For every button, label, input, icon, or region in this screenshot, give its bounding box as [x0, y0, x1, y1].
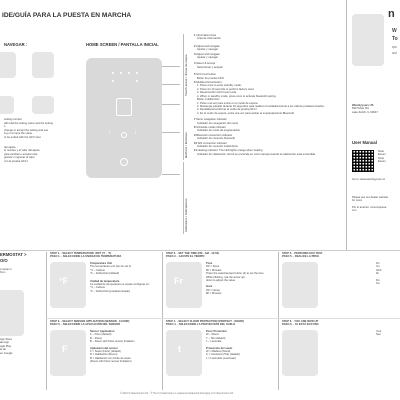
step4-text: Floor Protection W – Wood T – Tile (default) L – Laminate Protección del suelo W = Madera (Wood) C = Cerámica (Tile) (default) L = Laminado (Laminate) — [206, 330, 240, 360]
phone-app — [0, 290, 24, 336]
step6-device — [282, 330, 318, 376]
device-illustration — [352, 14, 384, 66]
arrow-up-icon[interactable]: ↑ — [108, 130, 111, 136]
step4-display: t — [178, 344, 181, 354]
indicators-label: Indicators / Indicadores — [184, 198, 188, 232]
right-title-to: To — [392, 36, 398, 42]
brand-partial: n — [388, 8, 395, 20]
gfci-button[interactable] — [120, 158, 128, 166]
footer-copyright: © 2024 OJ Electronics A/S · ® The OJ trademark is a registered trademark belonging to OJ Electronics A/S — [120, 392, 234, 395]
step-5: STEP 5. - PERFORM GFCI TEST PASO 5. - REALICE LA PRUE — [282, 252, 323, 259]
website-link[interactable]: Go to: www.warmlyyours.co — [352, 178, 386, 181]
scan-text: Scan Escan Scan Escan — [378, 150, 386, 164]
step2-text: Time FR = Sixes MI = Minutes Press the select/accept button (4) to set the time. While blinking, use the arrow up/ down to adjust the value Hora FR = Horas MI = Minutos — [206, 262, 265, 296]
select-button[interactable] — [121, 132, 127, 138]
store-text: App Store ale App ogle Play le de en Google — [0, 338, 13, 355]
buttons-label: Buttons / Botones — [184, 132, 188, 158]
step3-text: Sensor Application F – Floor (default) R – Room B – Room with Floor sensor limitation Aplicación del sensor F = Suelo (Floor) (default) R = Habitación (Room) B = Habitación con límite de suelo (Room with Floor sensor limitation) — [90, 330, 135, 364]
touch-areas-label: Touch areas / Áreas de toque — [184, 54, 188, 96]
step1-device — [50, 262, 86, 308]
step-1: STEP 1. - SELECT TEMPERATURE UNIT (°F - °F) PASO 1. - SELECCIONE LA UNIDAD DE TEMPERATURA — [50, 252, 122, 259]
step5-text: Fin Ins GFC flo Fin Ins — [376, 262, 382, 286]
bottom-left-text: p setup w from — [0, 268, 12, 275]
right-title-w: W — [392, 28, 397, 34]
phone-thumbnail — [0, 52, 16, 78]
step2-display: Fr — [174, 276, 183, 286]
step-3: STEP 3. - SELECT SENSOR APPLICATION (SENSOR - FLOOR) PASO 3. - SELECCIONE LA APLICACIÓN DEL SENSOR — [50, 320, 130, 327]
home-title: HOME SCREEN / PANTALLA INICIAL — [86, 42, 159, 47]
phone-thumbnail-2 — [32, 52, 54, 78]
user-manual-title: User Manual — [352, 140, 377, 145]
step4-device — [166, 330, 202, 376]
step-2: STEP 2. - SET THE TIME (FM - AM - 10:52) PASO 2. - AJUSTE EL TIEMPO — [166, 252, 220, 259]
step6-text: Your Sus — [376, 330, 382, 337]
step2-device — [166, 262, 202, 308]
company-address: Warmlyyours US 590 Telser Rd. Lake Zurich, IL 60047 — [352, 104, 378, 114]
right-sub-gui: GUÍ — [392, 52, 397, 55]
step1-display: °F — [59, 276, 69, 286]
thermostat-device — [86, 58, 162, 178]
phone-thumbnail-3 — [0, 96, 14, 114]
qr-code[interactable] — [352, 150, 374, 172]
step5-device — [282, 262, 318, 308]
thermostat-subtitle: O/O — [0, 258, 8, 263]
thermostat-title: ERMOSTAT > — [0, 252, 27, 257]
step-4: STEP 4. - SELECT FLOOR PROTECTION (PROTECT - WOOD) PASO 4. - SELECCIONE LA PROTECCIÓN DEL SUELO — [166, 320, 244, 327]
step3-device — [50, 330, 86, 376]
step-6: STEP 6. - YOU ARE NOW UP PASO 6. - YA ESTÁ EN FUNC — [282, 320, 319, 327]
phone-thumbnail-4 — [32, 96, 54, 114]
step1-text: Temperature Unit The temperature unit can be set to °C – Celsius °F – Fahrenheit (default) Unidad de temperatura La unidad de temperatura se puede configurar en: °C – Celsius °F – Fahrenheit (predeterminado) — [90, 262, 150, 293]
navigate-instructions: setting number will read the setting name and the setting o change or accept the setting and use ing or to input the value. to be ended with the GFCI test. del ajuste. el nombre y el valor del ajuste. para cambiar o aceptar este gramar o ingresar el valor. con la prueba GFCI. — [4, 118, 53, 163]
arrow-down-icon[interactable]: ↓ — [134, 130, 137, 136]
display-digits — [116, 98, 132, 116]
dealer-note: Please see our dealer website for more Por lo anterior, comuníquese con — [352, 196, 389, 213]
right-sub-qui: QUI — [392, 46, 397, 49]
navigate-title: NAVEGAR : — [4, 42, 28, 47]
page-title: IDE/GUÍA PARA LA PUESTA EN MARCHA — [2, 12, 132, 19]
step3-display: F — [62, 344, 68, 354]
home-legend: 1 Information Area Área de información 2 Adjust and navigate Ajustar y navegar 3 Adjust and navigate Ajustar y navegar 4 Select & Accept Seleccionar y aceptar 5 GFCI test button Botón de prueba GFCI 6 Multifunctional button: 1. Press once to enter standby mode. 2. Press for 10 seconds to perform factory reset 3. Reset/confirm GFCI test mode 4. When in standby mode, press once to activate bluetooth pairing Botón multifunción: 1. Pulse una vez para entrar en el modo de espera. 2. Mantenga pulsado durante 10 segundos para realizar el restablecimiento a los valores predeterminados. 3. Restablecer/confirmar el modo de prueba GFCI 4. En el modo de espera, pulse una vez para activar el emparejamiento Bluetooth. 7 Menu navigation indicator Indicador de navegación del menú 8 Schedule mode indicator Indicador de modo de programación 9 Bluetooth connection indicator Indicador de conexión bluetooth 10 Wifi connection indicator Indicador de conexión inalámbrica 11 Heating indicator. The LED lights orange when heating Indicador de calefacción. El led se enciende en color naranja cuando la calefacción está encendida. — [194, 34, 325, 156]
